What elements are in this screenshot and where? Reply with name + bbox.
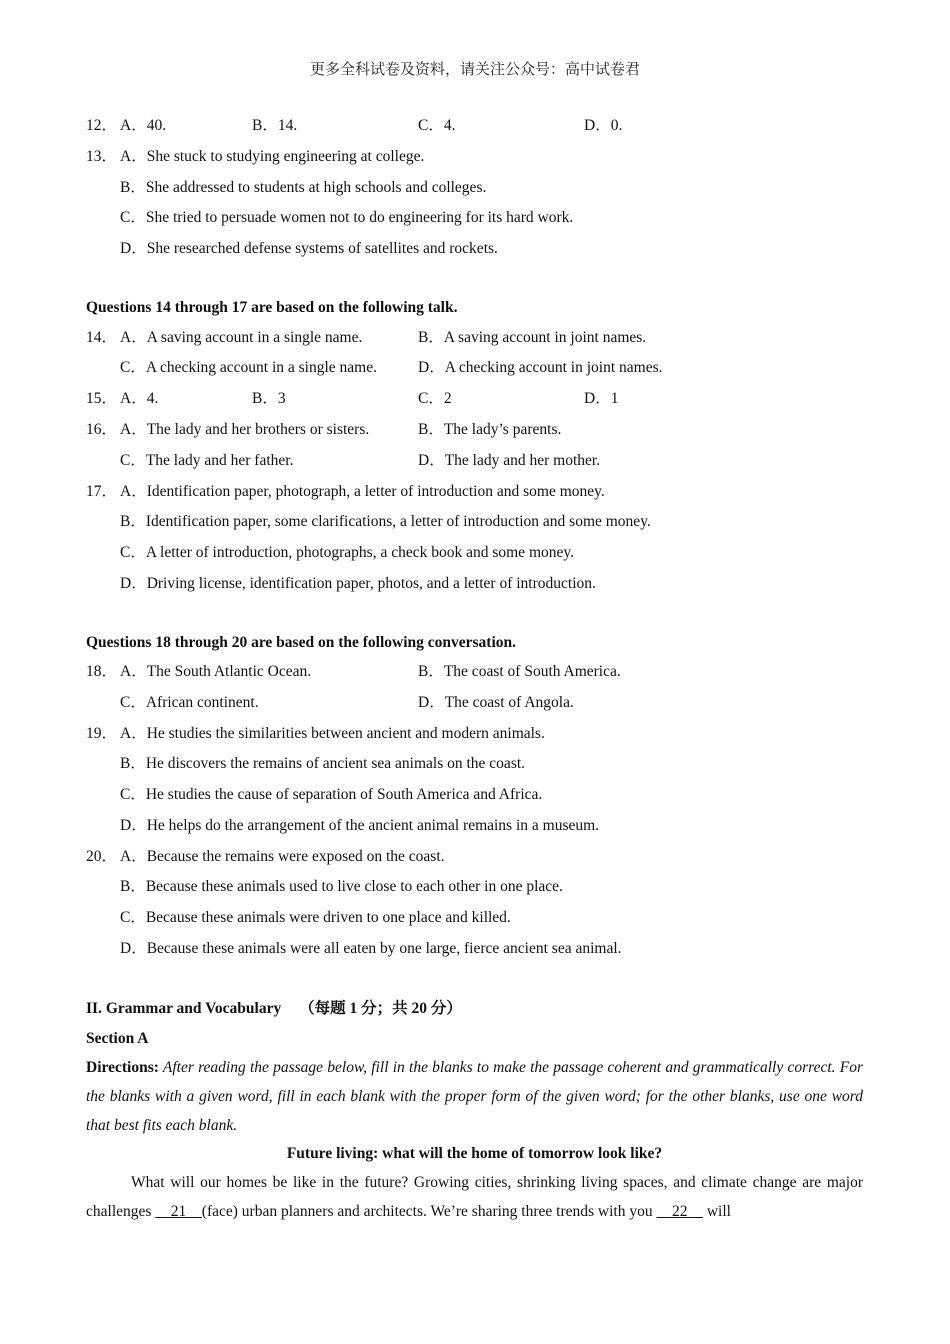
- q16-option-c: C．The lady and her father.: [120, 452, 294, 469]
- q19-option-d: D．He helps do the arrangement of the ancient animal remains in a museum.: [120, 817, 600, 834]
- q18-option-a: A．The South Atlantic Ocean.: [120, 663, 312, 680]
- directions-text: After reading the passage below, fill in the blanks to make the passage coherent and grammatically correct. For the blanks with a given word, fill in each blank with the proper form of the given word; for the other blanks, use one word that best fits each blank.: [86, 1059, 863, 1134]
- q19-option-b: B．He discovers the remains of ancient sea animals on the coast.: [120, 755, 526, 772]
- q13-option-c: C．She tried to persuade women not to do engineering for its hard work.: [120, 209, 574, 226]
- q20-option-b: B．Because these animals used to live close to each other in one place.: [120, 878, 563, 895]
- q13-option-b: B．She addressed to students at high schools and colleges.: [120, 179, 487, 196]
- blank-21: 21: [155, 1203, 202, 1220]
- q17-number: 17．: [86, 483, 118, 500]
- q15-option-d: D．1: [584, 390, 619, 407]
- q14-option-b: B．A saving account in joint names.: [418, 329, 647, 346]
- q20-option-d: D．Because these animals were all eaten by one large, fierce ancient sea animal.: [120, 940, 622, 957]
- q17-option-b: B．Identification paper, some clarifications, a letter of introduction and some money.: [120, 513, 651, 530]
- q17-option-d: D．Driving license, identification paper, photos, and a letter of introduction.: [120, 575, 596, 592]
- q12-option-a: A．40.: [120, 117, 167, 134]
- q14-number: 14．: [86, 329, 118, 346]
- q19-number: 19．: [86, 725, 118, 742]
- q13-option-d: D．She researched defense systems of satellites and rockets.: [120, 240, 498, 257]
- q15-number: 15．: [86, 390, 118, 407]
- q15-option-c: C．2: [418, 390, 452, 407]
- passage-title: Future living: what will the home of tomorrow look like?: [286, 1145, 663, 1162]
- q20-number: 20．: [86, 848, 118, 865]
- q18-option-c: C．African continent.: [120, 694, 259, 711]
- part2-title: II. Grammar and Vocabulary: [86, 1000, 282, 1017]
- passage-paragraph: [86, 1168, 863, 1226]
- q12-option-d: D．0.: [584, 117, 623, 134]
- q17-option-a: A．Identification paper, photograph, a letter of introduction and some money.: [120, 483, 605, 500]
- q19-option-c: C．He studies the cause of separation of South America and Africa.: [120, 786, 543, 803]
- q12-number: 12．: [86, 117, 118, 134]
- q18-option-d: D．The coast of Angola.: [418, 694, 574, 711]
- q19-option-a: A．He studies the similarities between ancient and modern animals.: [120, 725, 545, 742]
- q16-option-a: A．The lady and her brothers or sisters.: [120, 421, 370, 438]
- q18-option-b: B．The coast of South America.: [418, 663, 621, 680]
- part2-score: （每题 1 分；共 20 分）: [299, 1000, 462, 1017]
- q14-option-d: D．A checking account in joint names.: [418, 359, 663, 376]
- q15-option-b: B．3: [252, 390, 286, 407]
- q15-option-a: A．4.: [120, 390, 159, 407]
- part2-heading: [86, 999, 462, 1019]
- passage-text-3: will: [702, 1203, 731, 1220]
- q18-number: 18．: [86, 663, 118, 680]
- page-header: 更多全科试卷及资料，请关注公众号：高中试卷君: [309, 62, 640, 78]
- blank-22: 22: [656, 1203, 703, 1220]
- q12-option-b: B．14.: [252, 117, 298, 134]
- section-heading-14-17: Questions 14 through 17 are based on the following talk.: [86, 299, 458, 316]
- q20-option-a: A．Because the remains were exposed on the coast.: [120, 848, 445, 865]
- q16-number: 16．: [86, 421, 118, 438]
- section-a-heading: Section A: [86, 1030, 149, 1047]
- q12-option-c: C．4.: [418, 117, 456, 134]
- directions-paragraph: [86, 1053, 863, 1140]
- q14-option-c: C．A checking account in a single name.: [120, 359, 377, 376]
- q20-option-c: C．Because these animals were driven to one place and killed.: [120, 909, 511, 926]
- directions-label: Directions:: [86, 1059, 159, 1076]
- passage-text-2: (face) urban planners and architects. We’re sharing three trends with you: [201, 1203, 657, 1220]
- q17-option-c: C．A letter of introduction, photographs, a check book and some money.: [120, 544, 574, 561]
- passage-text-1: What will our homes be like in the future? Growing cities, shrinking living spaces, and climate change are major challenges: [86, 1174, 863, 1220]
- q14-option-a: A．A saving account in a single name.: [120, 329, 363, 346]
- q13-option-a: A．She stuck to studying engineering at college.: [120, 148, 425, 165]
- q16-option-b: B．The lady’s parents.: [418, 421, 562, 438]
- q13-number: 13．: [86, 148, 118, 165]
- section-heading-18-20: Questions 18 through 20 are based on the following conversation.: [86, 634, 517, 651]
- q16-option-d: D．The lady and her mother.: [418, 452, 601, 469]
